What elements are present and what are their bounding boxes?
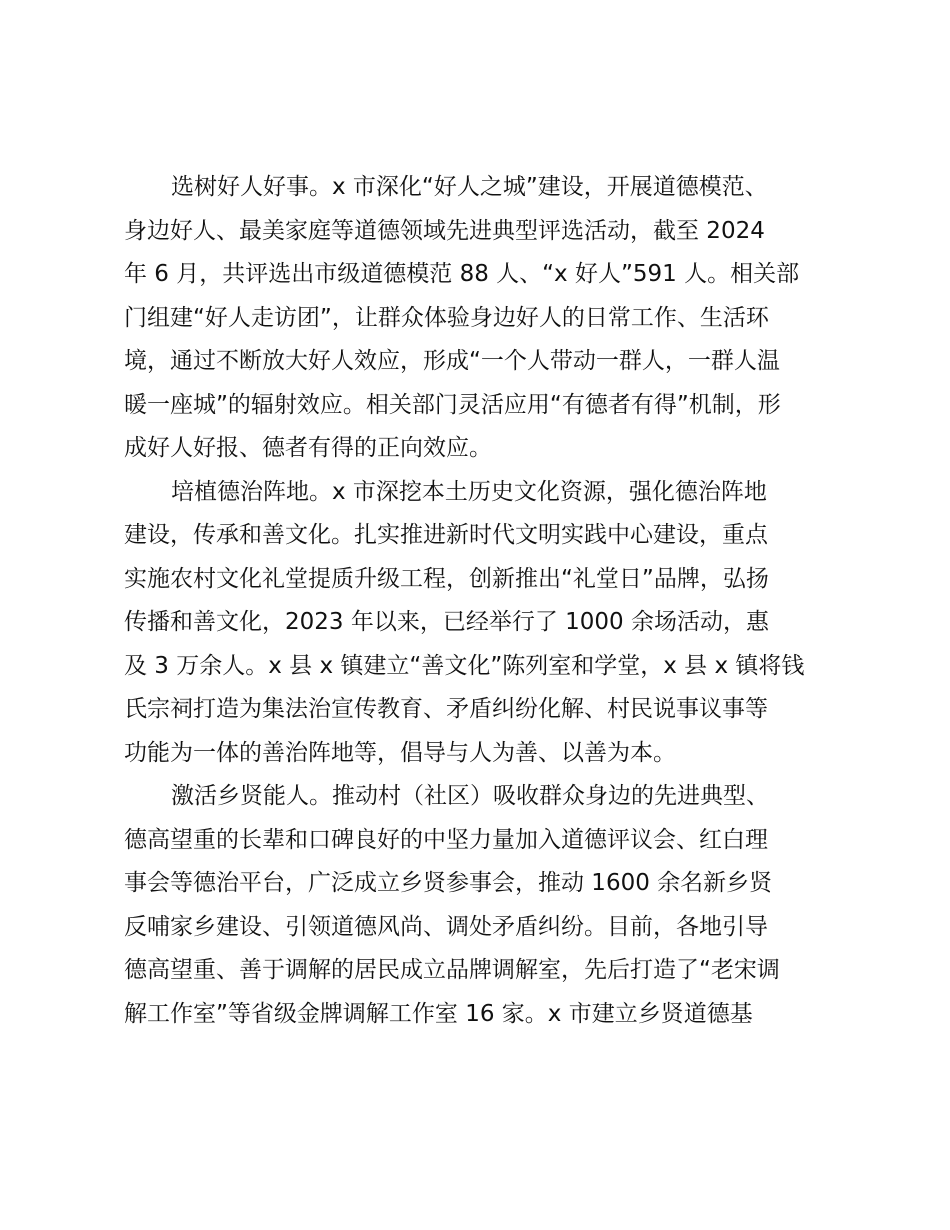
- paragraph-line: 德高望重的长辈和口碑良好的中坚力量加入道德评议会、红白理: [124, 826, 768, 853]
- paragraph-activate-local-talent: [124, 775, 840, 1036]
- paragraph-line: 成好人好报、德者有得的正向效应。: [124, 435, 492, 461]
- paragraph-line: 境，通过不断放大好人效应，形成“一个人带动一群人，一群人温: [124, 348, 780, 374]
- paragraph-cultivate-good-people: [124, 166, 840, 471]
- paragraph-line: 传播和善文化，2023 年以来，已经举行了 1000 余场活动，惠: [124, 609, 769, 635]
- paragraph-line: 门组建“好人走访团”，让群众体验身边好人的日常工作、生活环: [124, 304, 769, 331]
- paragraph-line: 及 3 万余人。x 县 x 镇建立“善文化”陈列室和学堂，x 县 x 镇将钱: [124, 652, 805, 679]
- paragraph-line: 身边好人、最美家庭等道德领域先进典型评选活动，截至 2024: [124, 217, 765, 244]
- paragraph-line: 实施农村文化礼堂提质升级工程，创新推出“礼堂日”品牌，弘扬: [124, 565, 769, 592]
- paragraph-moral-governance-base: [124, 471, 840, 776]
- paragraph-line: 激活乡贤能人。推动村（社区）吸收群众身边的先进典型、: [171, 783, 769, 809]
- paragraph-line: 选树好人好事。x 市深化“好人之城”建设，开展道德模范、: [171, 174, 768, 200]
- paragraph-line: 反哺家乡建设、引领道德风尚、调处矛盾纠纷。目前，各地引导: [124, 913, 768, 940]
- paragraph-line: 培植德治阵地。x 市深挖本土历史文化资源，强化德治阵地: [171, 478, 767, 505]
- paragraph-line: 解工作室”等省级金牌调解工作室 16 家。x 市建立乡贤道德基: [124, 1000, 753, 1027]
- document-body: [124, 166, 840, 1036]
- paragraph-line: 事会等德治平台，广泛成立乡贤参事会，推动 1600 余名新乡贤: [124, 870, 773, 896]
- paragraph-line: 德高望重、善于调解的居民成立品牌调解室，先后打造了“老宋调: [124, 957, 780, 983]
- paragraph-line: 功能为一体的善治阵地等，倡导与人为善、以善为本。: [124, 739, 676, 766]
- paragraph-line: 年 6 月，共评选出市级道德模范 88 人、“x 好人”591 人。相关部: [124, 261, 800, 287]
- paragraph-line: 建设，传承和善文化。扎实推进新时代文明实践中心建设，重点: [124, 522, 768, 548]
- paragraph-line: 暖一座城”的辐射效应。相关部门灵活应用“有德者有得”机制，形: [124, 391, 781, 418]
- paragraph-line: 氏宗祠打造为集法治宣传教育、矛盾纠纷化解、村民说事议事等: [124, 696, 768, 722]
